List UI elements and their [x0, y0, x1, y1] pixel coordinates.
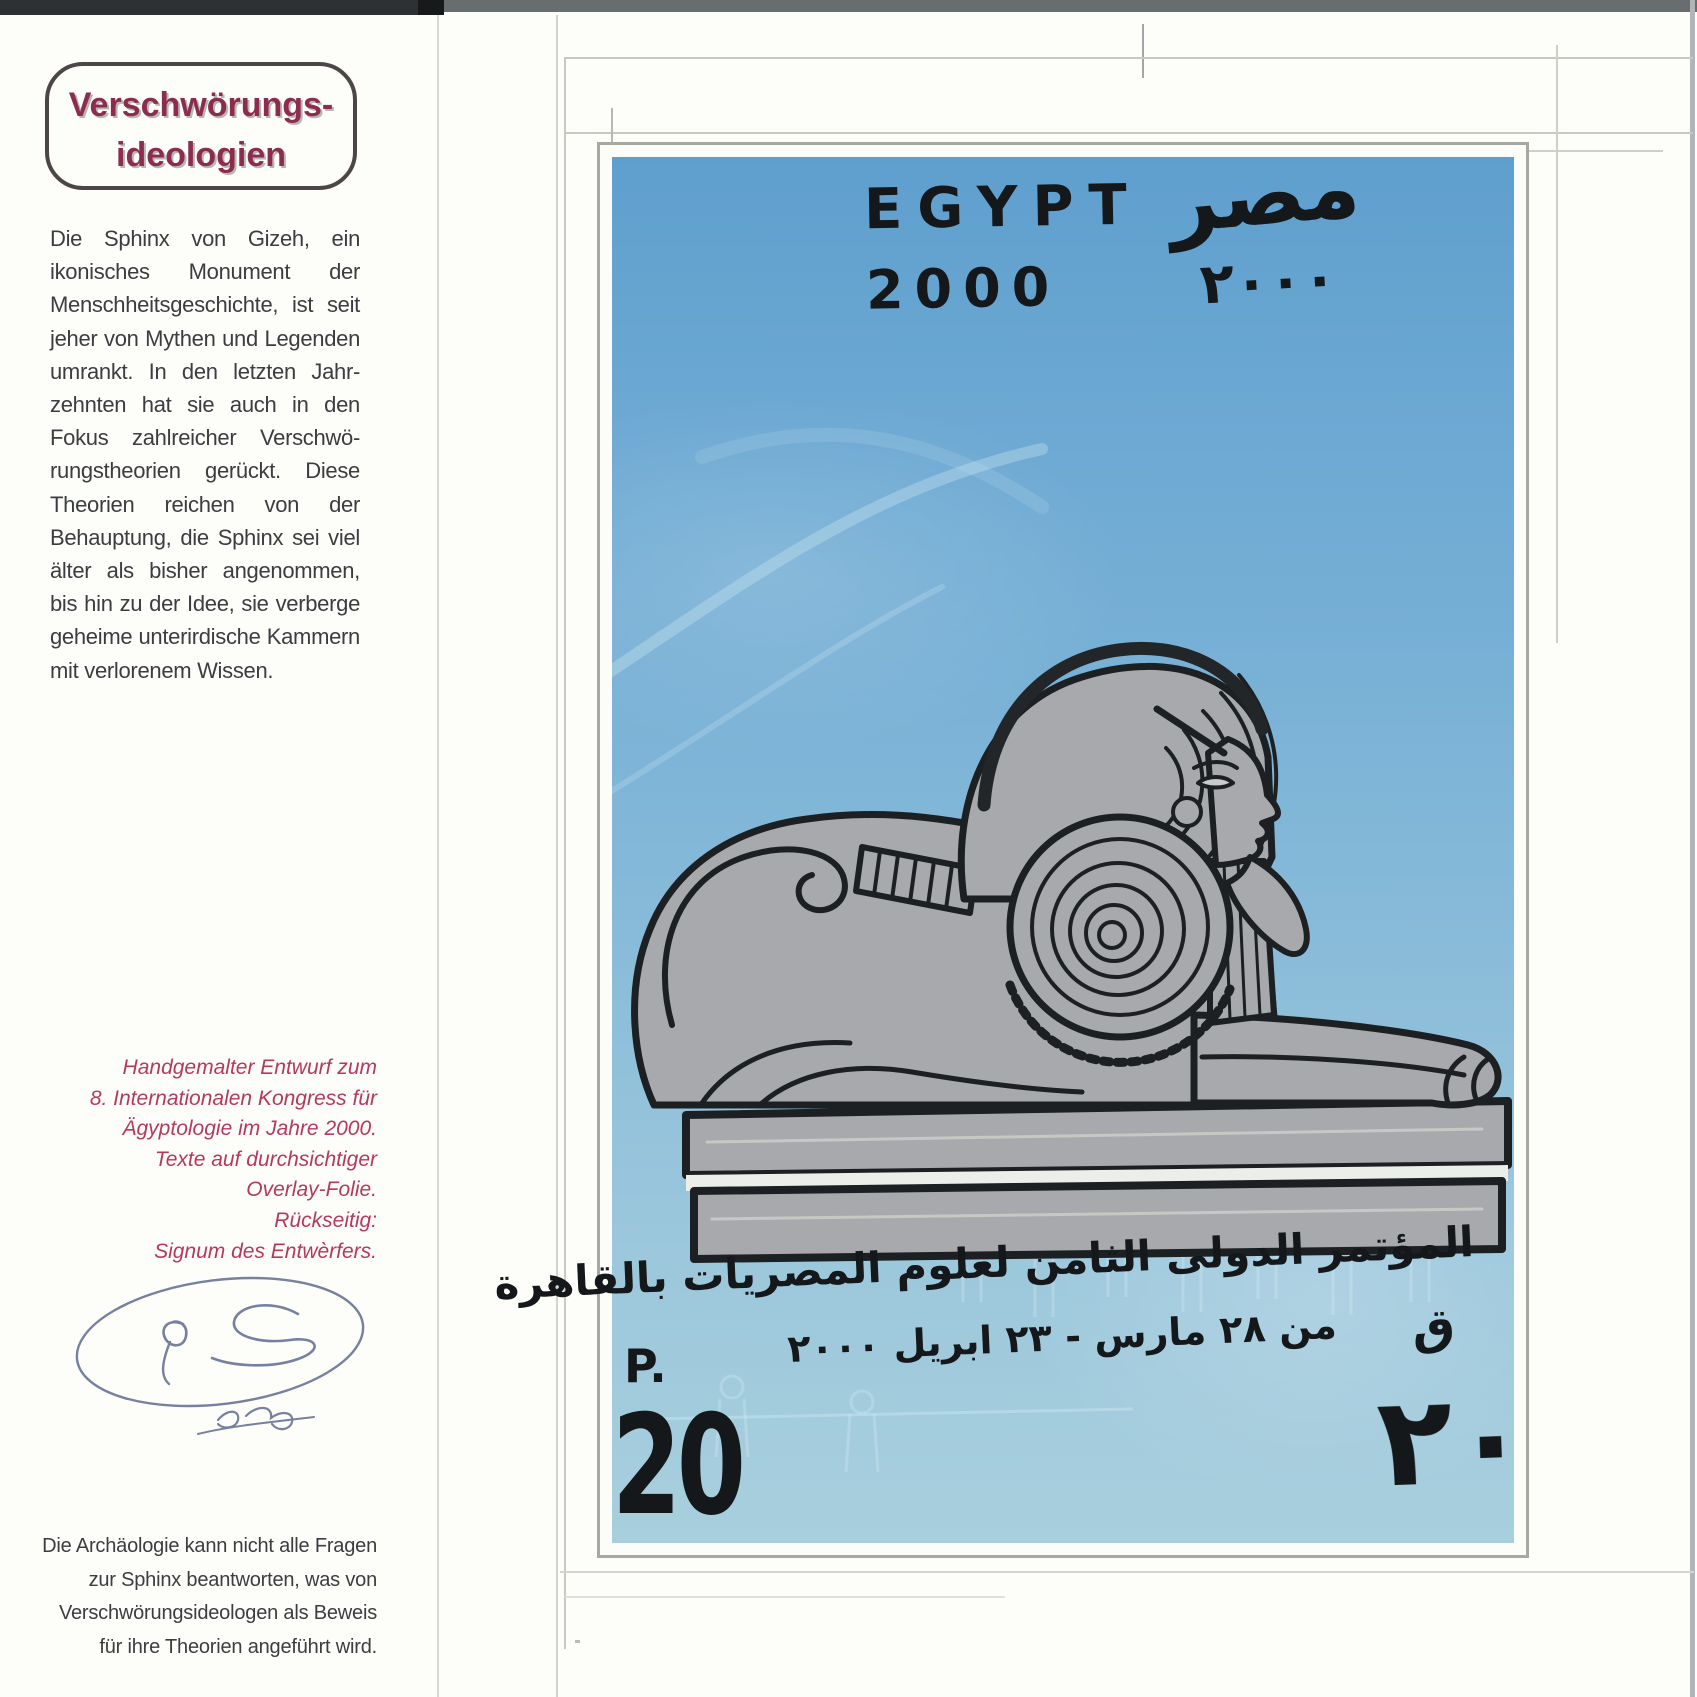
intro-line: zehnten hat sie auch in den [50, 392, 360, 418]
intro-line: älter als bisher angenommen, [50, 558, 360, 584]
intro-line: rungstheorien gerückt. Diese [50, 458, 360, 484]
intro-paragraph [50, 222, 360, 687]
stamp-canvas [493, 136, 1531, 1546]
intro-line: jeher von Mythen und Legenden [50, 325, 360, 351]
intro-line: Behauptung, die Sphinx sei viel [50, 524, 360, 550]
signature-sketch [70, 1262, 370, 1457]
denomination-value-arabic: ٢٠ [1374, 1366, 1531, 1516]
scan-edge-blob [418, 0, 444, 15]
caption-line: Signum des Entwèrfers. [154, 1239, 377, 1263]
pencil-guideline [565, 57, 1693, 59]
year-arabic: ٢٠٠٠ [1198, 245, 1339, 318]
design-caption [60, 1053, 377, 1267]
outro-line: Die Archäologie kann nicht alle Fragen [42, 1535, 377, 1557]
pencil-guideline [565, 1596, 1005, 1598]
scan-edge-top-left [0, 0, 432, 15]
pedestal-slab-upper [686, 1101, 1508, 1175]
intro-line: ikonisches Monument der [50, 259, 360, 285]
page-title-line-1: Verschwörungs- [68, 86, 334, 124]
scan-edge-top-right [432, 0, 1697, 12]
pencil-guideline [564, 57, 566, 1649]
pencil-dot [575, 1640, 580, 1643]
page-title-line-2: ideologien [116, 136, 286, 174]
caption-line: Texte auf durchsichtiger [154, 1147, 377, 1171]
caption-line: Rückseitig: [274, 1208, 377, 1232]
denomination-letter-latin: P. [624, 1339, 667, 1393]
intro-line: geheime unterirdische Kammern [50, 624, 360, 650]
pencil-tick-mark [1142, 24, 1144, 78]
intro-line: Menschheitsgeschichte, ist seit [50, 292, 360, 318]
pencil-guideline [1556, 45, 1558, 643]
caption-line: 8. Internationalen Kongress für [89, 1086, 377, 1110]
country-name-latin: EGYPT [863, 172, 1143, 243]
page-fold-line [437, 15, 439, 1697]
event-line-arabic: المؤتمر الدولى الثامن لعلوم المصريات بالقاهرة [493, 1217, 1475, 1309]
country-name-arabic: مصر [1164, 136, 1364, 254]
title-box [45, 62, 357, 190]
outro-line: zur Sphinx beantworten, was von [88, 1568, 377, 1591]
intro-line: Fokus zahlreicher Verschwö- [50, 425, 360, 451]
denomination-value-latin: 20 [612, 1385, 742, 1546]
year-latin: 2000 [865, 255, 1061, 322]
intro-line: mit verlorenem Wissen. [50, 657, 274, 683]
intro-line: bis hin zu der Idee, sie verberge [50, 591, 360, 617]
outro-paragraph [28, 1530, 377, 1664]
outro-line: für ihre Theorien angeführt wird. [99, 1635, 377, 1658]
caption-line: Ägyptologie im Jahre 2000. [122, 1117, 377, 1141]
denomination-letter-arabic: ق [1410, 1297, 1457, 1357]
intro-line: Theorien reichen von der [50, 491, 360, 517]
intro-line: umrankt. In den letzten Jahr- [50, 358, 360, 384]
intro-line: Die Sphinx von Gizeh, ein [50, 226, 360, 251]
card-edge-line [556, 15, 558, 1697]
outro-line: Verschwörungsideologen als Beweis [58, 1602, 377, 1624]
pencil-guideline [565, 132, 1693, 134]
caption-line: Overlay-Folie. [246, 1178, 377, 1202]
date-line-arabic: من ٢٨ مارس - ٢٣ ابريل ٢٠٠٠ [786, 1303, 1338, 1371]
pencil-guideline [560, 1571, 1694, 1573]
caption-line: Handgemalter Entwurf zum [122, 1056, 377, 1079]
scan-edge-right [1690, 0, 1695, 1697]
pencil-guideline [1523, 150, 1663, 152]
